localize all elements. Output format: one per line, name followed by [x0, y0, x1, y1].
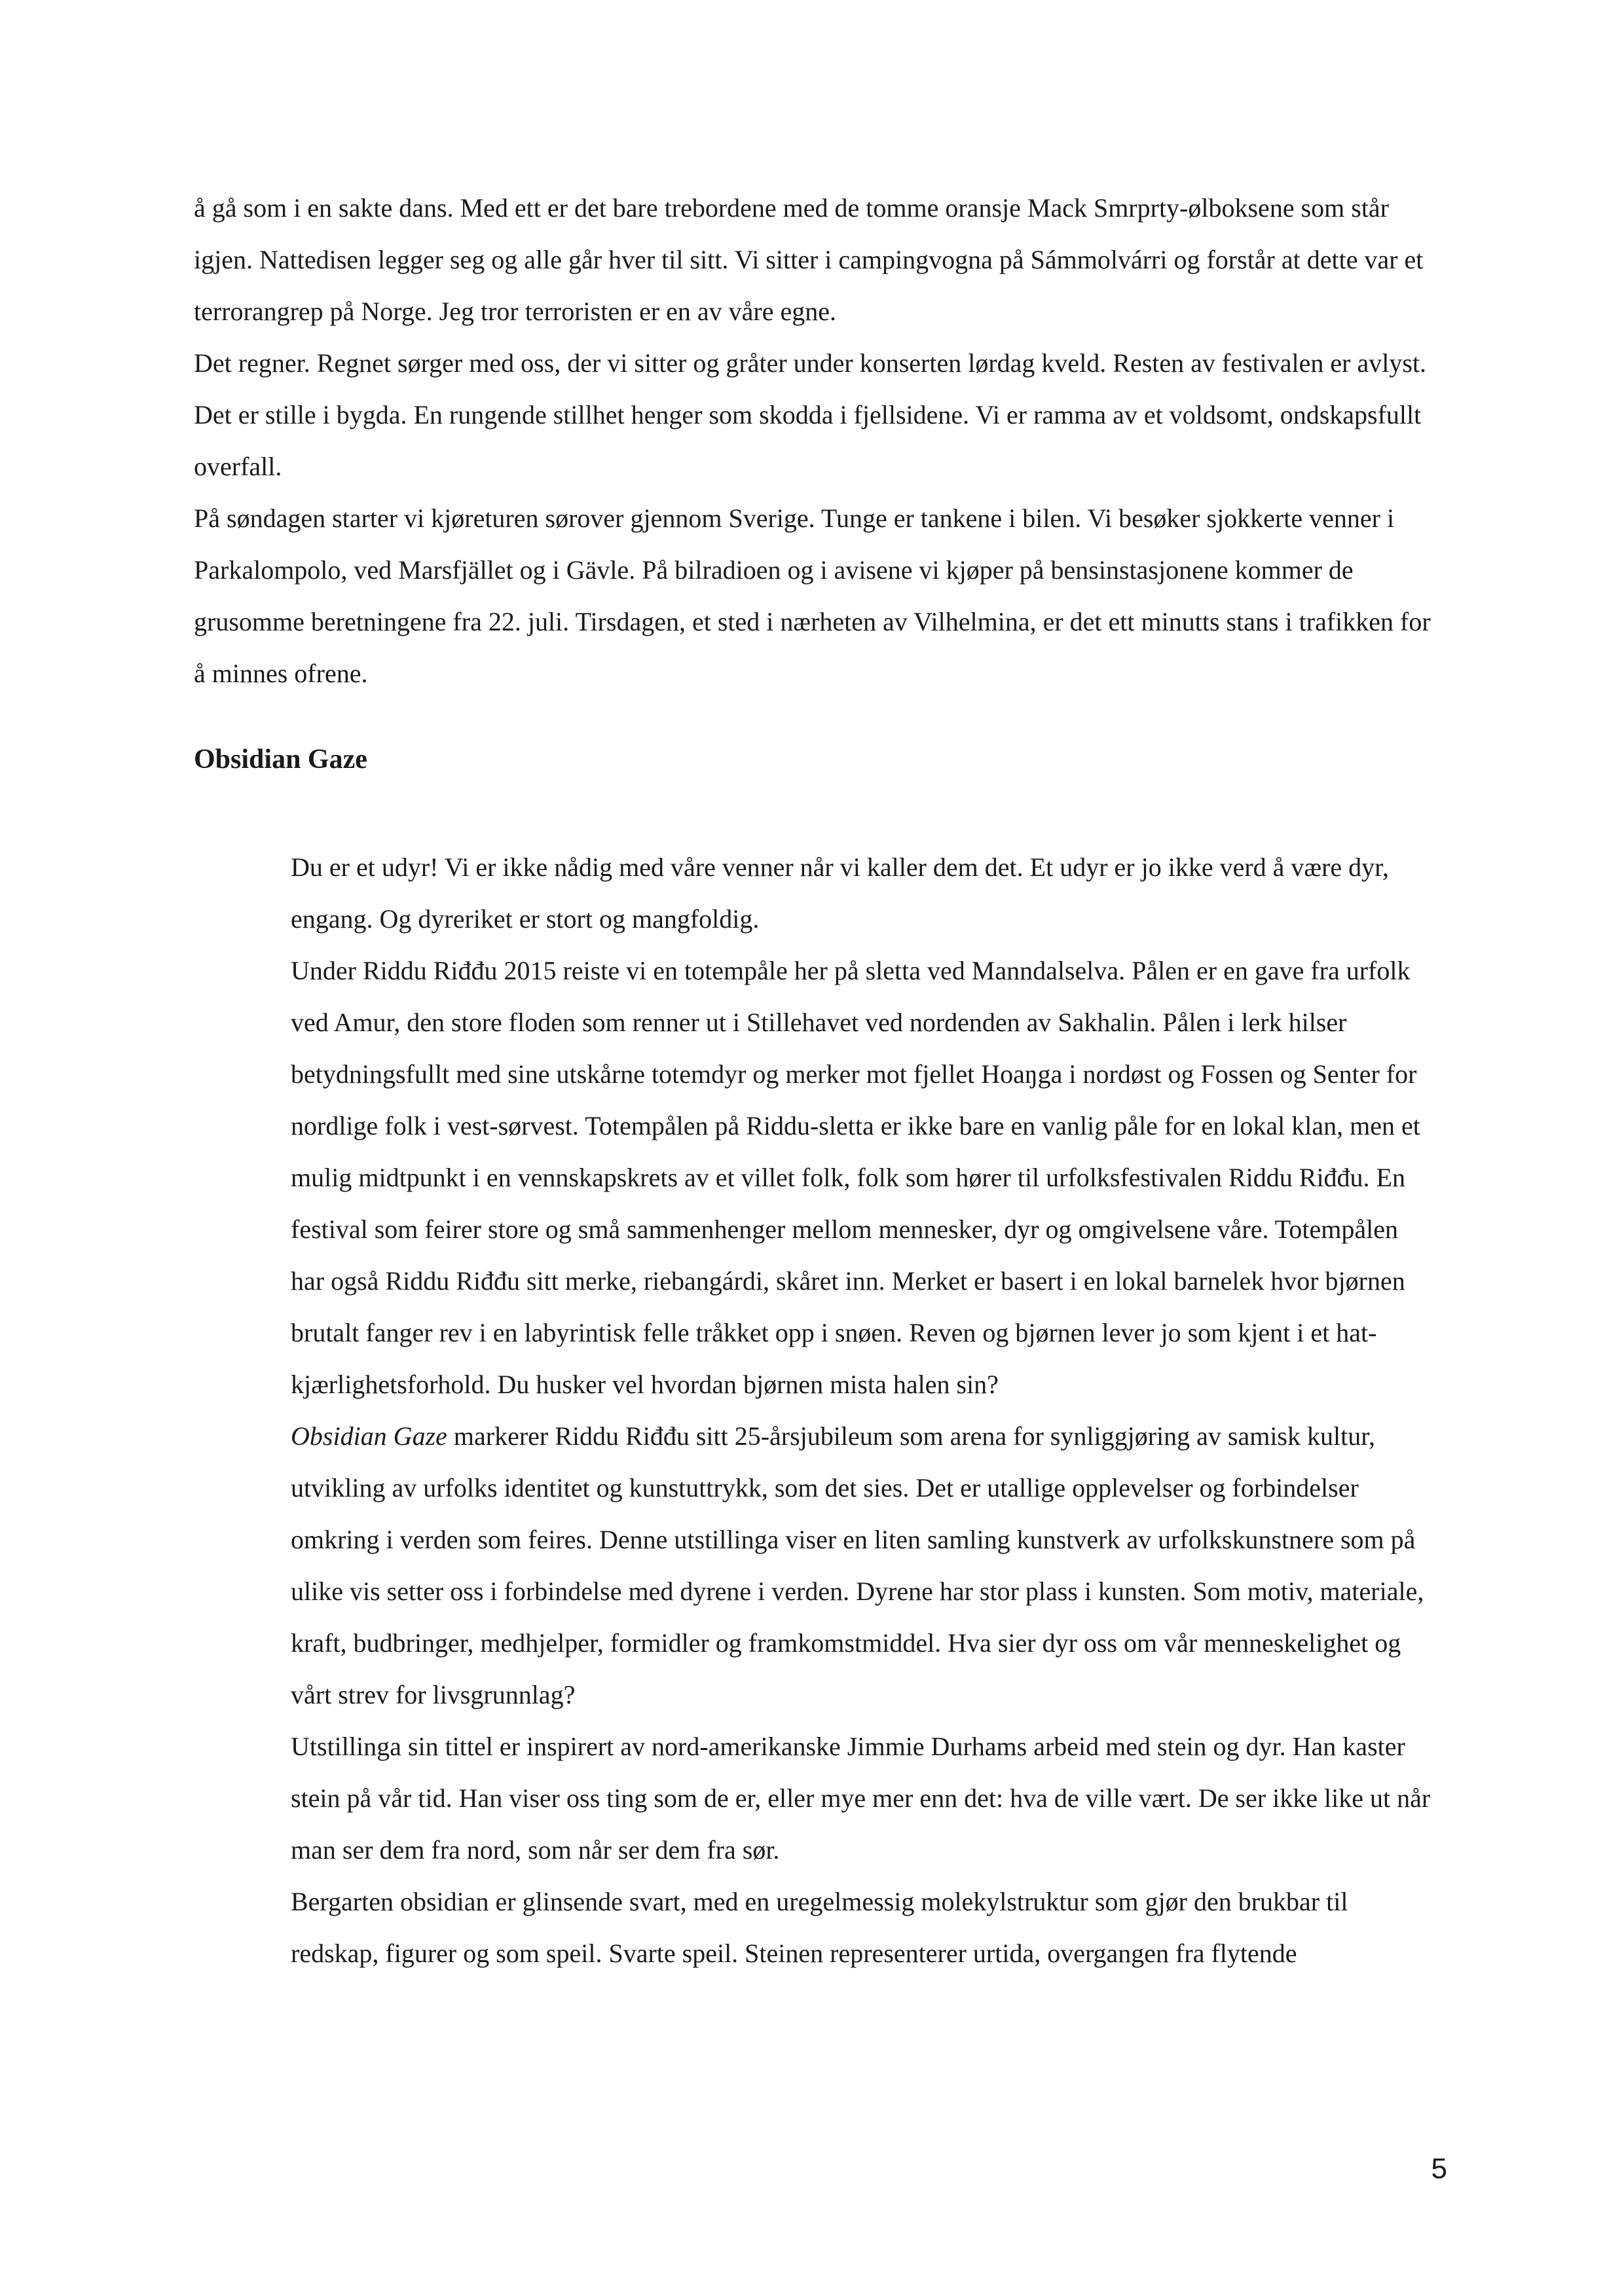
- body-paragraph: Under Riddu Riđđu 2015 reiste vi en totempåle her på sletta ved Manndalselva. Pålen er en gave fra urfolk ved Amur, den store floden som renner ut i Stillehavet ved nordenden av Sakhalin. Pålen i lerk hilser betydningsfullt med sine utskårne totemdyr og merker mot fjellet Hoaŋga i nordøst og Fossen og Senter for nordlige folk i vest-sørvest. Totempålen på Riddu-sletta er ikke bare en vanlig påle for en lokal klan, men et mulig midtpunkt i en vennskapskrets av et villet folk, folk som hører til urfolksfestivalen Riddu Riđđu. En festival som feirer store og små sammenhenger mellom mennesker, dyr og omgivelsene våre. Totempålen har også Riddu Riđđu sitt merke, riebangárdi, skåret inn. Merket er basert i en lokal barnelek hvor bjørnen brutalt fanger rev i en labyrintisk felle tråkket opp i snøen. Reven og bjørnen lever jo som kjent i et hat-kjærlighetsforhold. Du husker vel hvordan bjørnen mista halen sin?: [291, 956, 1420, 1399]
- italic-paragraph-rest: markerer Riddu Riđđu sitt 25-årsjubileum som arena for synliggjøring av samisk kultur, utvikling av urfolks identitet og kunstuttrykk, som det sies. Det er utallige opplevelser og forbindelser omkring i verden som feires. Denne utstillinga viser en liten samling kunstverk av urfolkskunstnere som på ulike vis setter oss i forbindelse med dyrene i verden. Dyrene har stor plass i kunsten. Som motiv, materiale, kraft, budbringer, medhjelper, formidler og framkomstmiddel. Hva sier dyr oss om vår menneskelighet og vårt strev for livsgrunnlag?: [291, 1421, 1424, 1709]
- page-number: 5: [1431, 2153, 1447, 2185]
- body-paragraph: Bergarten obsidian er glinsende svart, med en uregelmessig molekylstruktur som gjør den brukbar til redskap, figurer og som speil. Svarte speil. Steinen representerer urtida, overgangen fra flytende: [291, 1887, 1348, 1968]
- section-heading: Obsidian Gaze: [194, 744, 367, 774]
- body-paragraph: Du er et udyr! Vi er ikke nådig med våre venner når vi kaller dem det. Et udyr er jo ikke verd å være dyr, engang. Og dyreriket er stort og mangfoldig.: [291, 852, 1389, 934]
- intro-paragraph: På søndagen starter vi kjøreturen sørover gjennom Sverige. Tunge er tankene i bilen. Vi besøker sjokkerte venner i Parkalompolo, ved Marsfjället og i Gävle. På bilradioen og i avisene vi kjøper på bensinstasjonene kommer de grusomme beretningene fra 22. juli. Tirsdagen, et sted i nærheten av Vilhelmina, er det ett minutts stans i trafikken for å minnes ofrene.: [194, 503, 1431, 688]
- intro-paragraph: å gå som i en sakte dans. Med ett er det bare trebordene med de tomme oransje Mack Smrprty-ølboksene som står igjen. Nattedisen legger seg og alle går hver til sitt. Vi sitter i campingvogna på Sámmolvárri og forstår at dette var et terrorangrep på Norge. Jeg tror terroristen er en av våre egne.: [194, 193, 1424, 326]
- intro-text: [194, 182, 1438, 699]
- intro-paragraph: Det regner. Regnet sørger med oss, der vi sitter og gråter under konserten lørdag kveld. Resten av festivalen er avlyst. Det er stille i bygda. En rungende stillhet henger som skodda i fjellsidene. Vi er ramma av et voldsomt, ondskapsfullt overfall.: [194, 348, 1427, 481]
- section-body: [291, 841, 1438, 1979]
- body-paragraph: Utstillinga sin tittel er inspirert av nord-amerikanske Jimmie Durhams arbeid med stein og dyr. Han kaster stein på vår tid. Han viser oss ting som de er, eller mye mer enn det: hva de ville vært. De ser ikke like ut når man ser dem fra nord, som når ser dem fra sør.: [291, 1732, 1431, 1865]
- body-paragraph-italic-lead: [291, 1410, 1438, 1721]
- italic-title: Obsidian Gaze: [291, 1421, 447, 1451]
